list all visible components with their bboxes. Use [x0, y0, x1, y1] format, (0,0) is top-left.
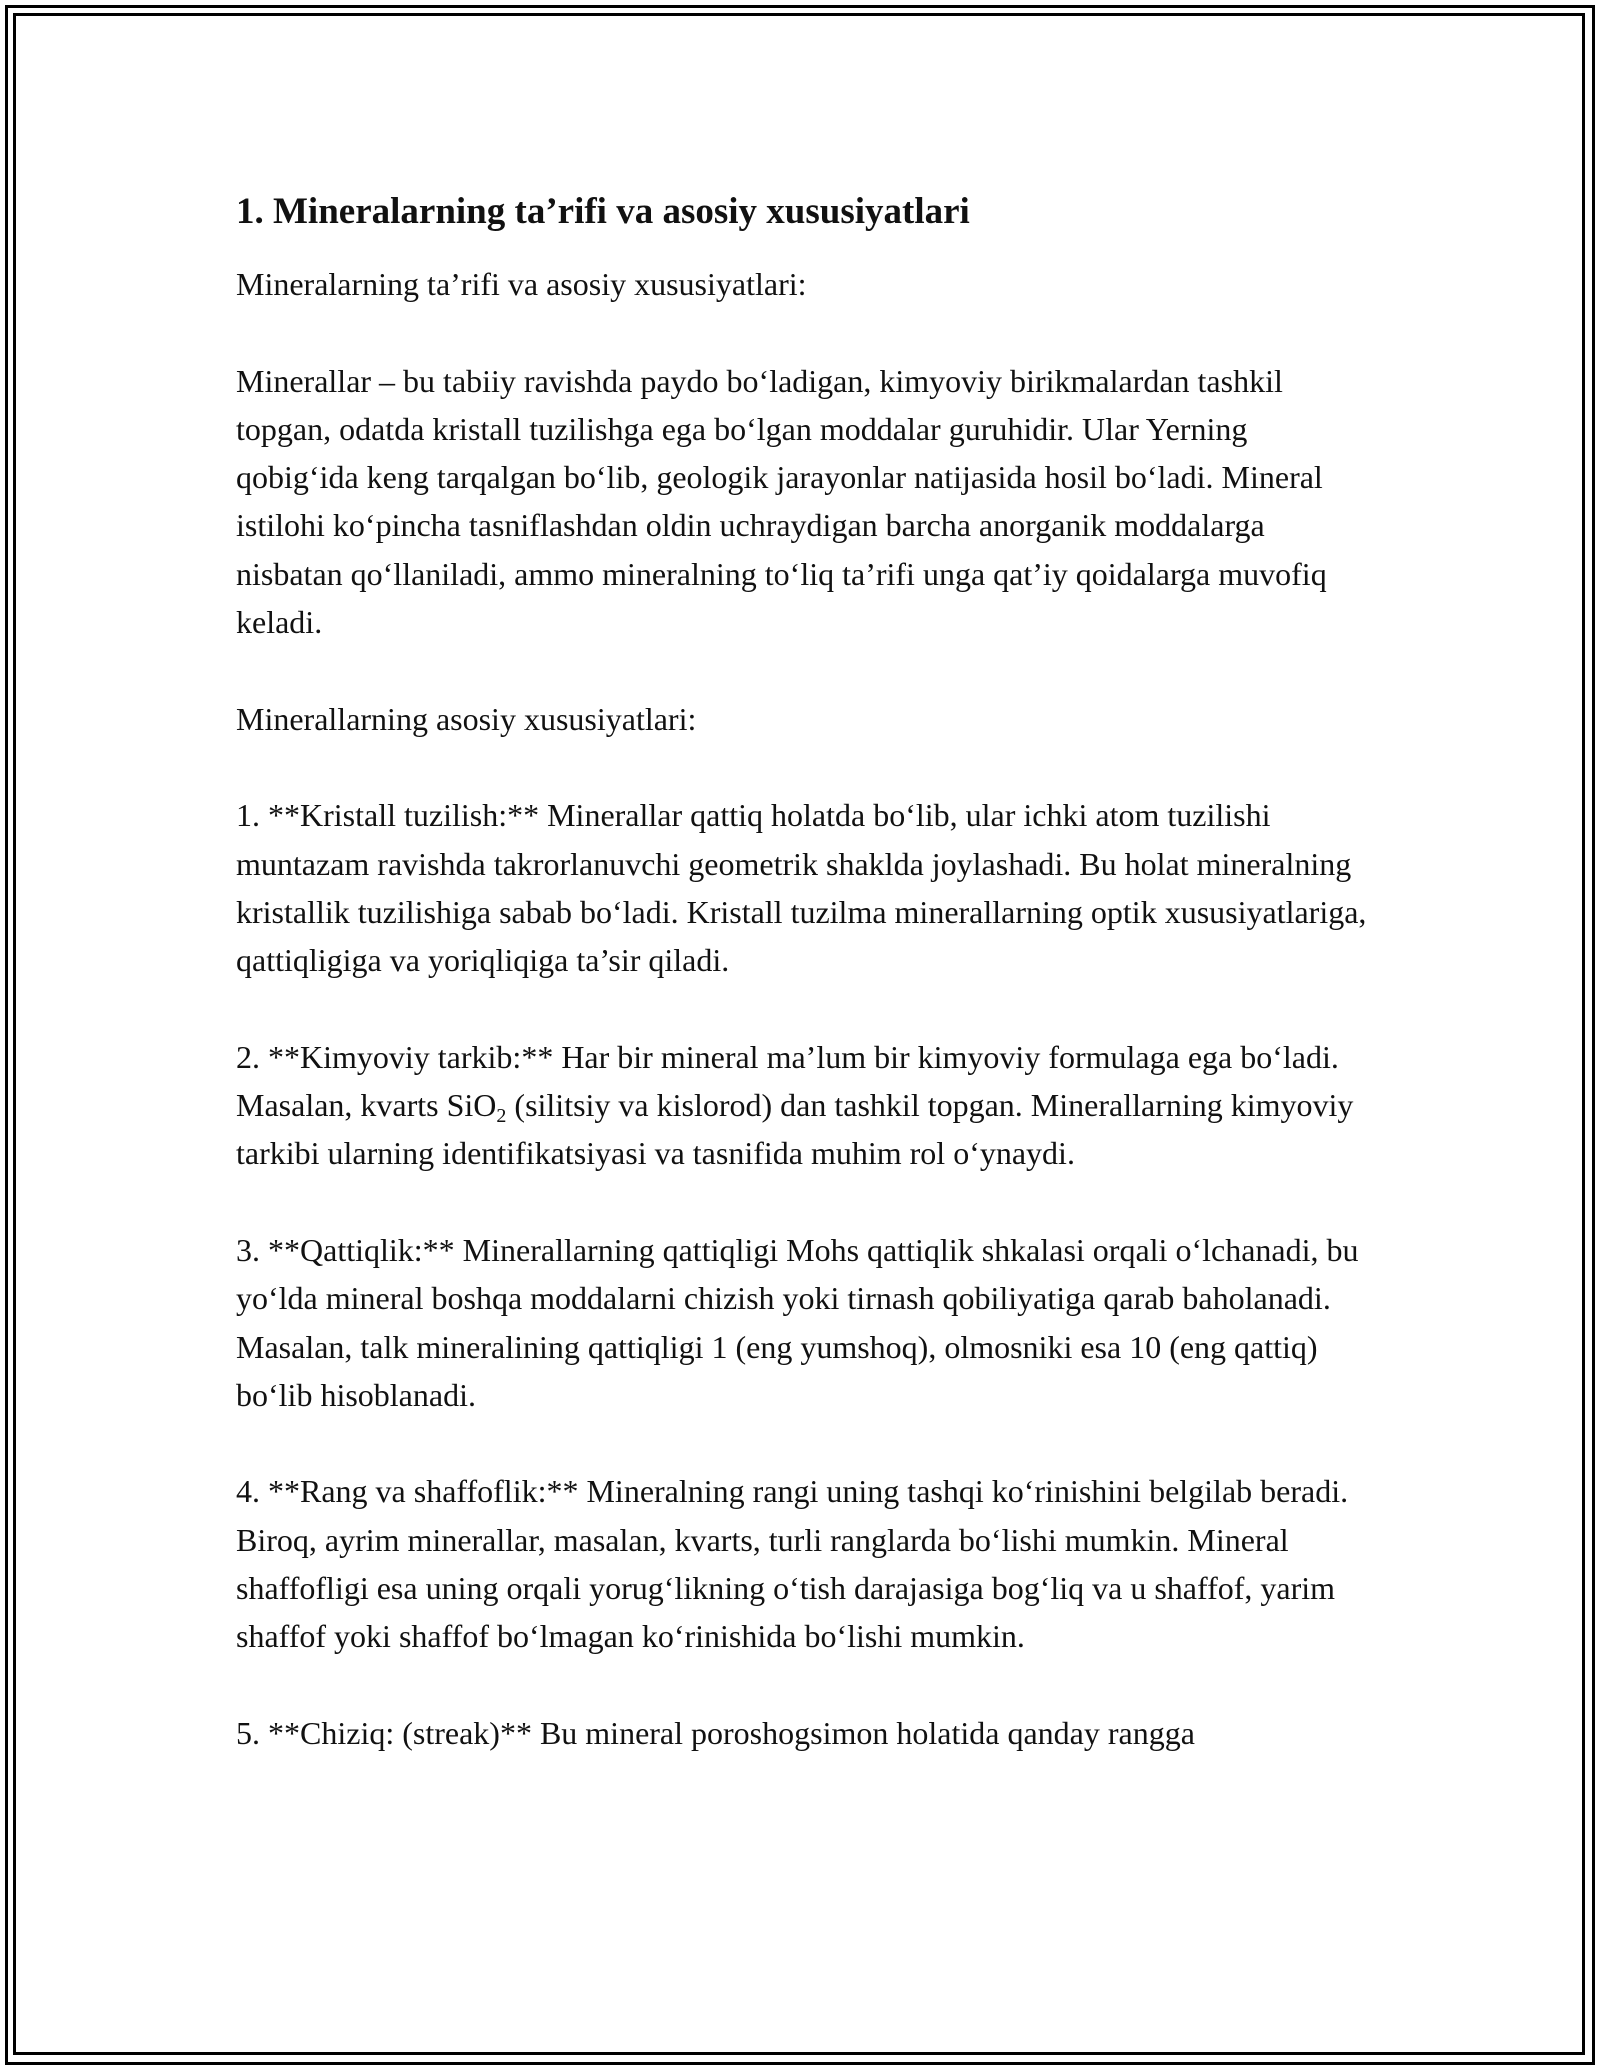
- section-heading: 1. Mineralarning ta’rifi va asosiy xususiyatlari: [236, 191, 970, 232]
- spacer: [236, 1178, 1376, 1226]
- spacer: [236, 1661, 1376, 1709]
- property-item-crystal: 1. **Kristall tuzilish:** Minerallar qattiq holatda bo‘lib, ular ichki atom tuzilishi muntazam ravishda takrorlanuvchi geometrik shaklda joylashadi. Bu holat mineralning kristallik tuzilishiga sabab bo‘ladi. Kristall tuzilma minerallarning optik xususiyatlariga, qattiqligiga va yoriqliqiga ta’sir qiladi.: [236, 797, 1375, 979]
- item2-text-end: (silitsiy va kislorod) dan tashkil topgan. Minerallarning kimyoviy tarkibi ularning identifikatsiyasi va tasnifida muhim rol o‘ynaydi.: [236, 1087, 1362, 1172]
- property-item-chemical: [236, 1033, 1376, 1178]
- item2-text-start: 2. **Kimyoviy tarkib:** Har bir mineral ma’lum bir kimyoviy formulaga ega bo‘ladi. Masalan, kvarts SiO: [236, 1038, 1347, 1124]
- subscript-two: 2: [496, 1105, 507, 1128]
- intro-line: Mineralarning ta’rifi va asosiy xususiyatlari:: [236, 266, 807, 302]
- document-body: [236, 188, 1376, 1757]
- spacer: [236, 984, 1376, 1032]
- spacer: [236, 646, 1376, 694]
- spacer: [236, 743, 1376, 791]
- spacer: [236, 308, 1376, 356]
- property-item-color: 4. **Rang va shaffoflik:** Mineralning rangi uning tashqi ko‘rinishini belgilab beradi. Biroq, ayrim minerallar, masalan, kvarts, turli ranglarda bo‘lishi mumkin. Mineral shaffofligi esa uning orqali yorug‘likning o‘tish darajasiga bog‘liq va u shaffof, yarim shaffof yoki shaffof bo‘lmagan ko‘rinishida bo‘lishi mumkin.: [236, 1473, 1357, 1655]
- definition-paragraph: Minerallar – bu tabiiy ravishda paydo bo‘ladigan, kimyoviy birikmalardan tashkil topgan, odatda kristall tuzilishga ega bo‘lgan moddalar guruhidir. Ular Yerning qobig‘ida keng tarqalgan bo‘lib, geologik jarayonlar natijasida hosil bo‘ladi. Mineral istilohi ko‘pincha tasniflashdan oldin uchraydigan barcha anorganik moddalarga nisbatan qo‘llaniladi, ammo mineralning to‘liq ta’rifi unga qat’iy qoidalarga muvofiq keladi.: [236, 362, 1335, 641]
- property-item-streak: 5. **Chiziq: (streak)** Bu mineral poroshogsimon holatida qanday rangga: [236, 1714, 1195, 1751]
- property-item-hardness: 3. **Qattiqlik:** Minerallarning qattiqligi Mohs qattiqlik shkalasi orqali o‘lchanadi, bu yo‘lda mineral boshqa moddalarni chizish yoki tirnash qobiliyatiga qarab baholanadi. Masalan, talk mineralining qattiqligi 1 (eng yumshoq), olmosniki esa 10 (eng qattiq) bo‘lib hisoblanadi.: [236, 1231, 1367, 1413]
- spacer: [236, 1419, 1376, 1467]
- properties-title: Minerallarning asosiy xususiyatlari:: [236, 700, 697, 737]
